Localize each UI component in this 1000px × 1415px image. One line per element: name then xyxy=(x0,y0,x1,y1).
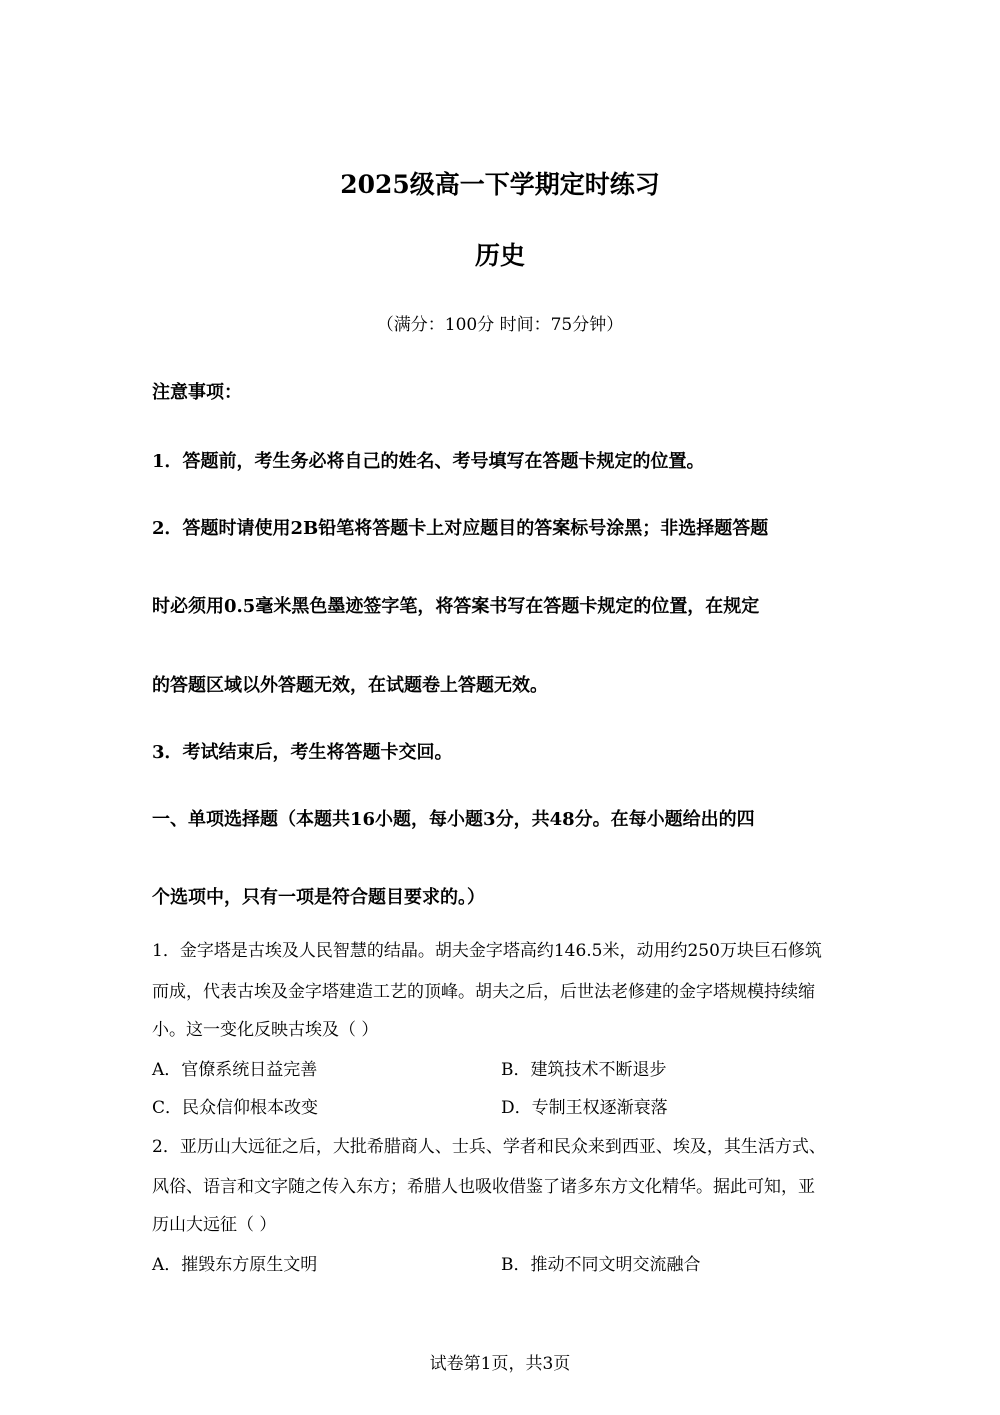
option-a: A．摧毁东方原生文明 xyxy=(152,1255,318,1275)
question-stem-line: 2．亚历山大远征之后，大批希腊商人、士兵、学者和民众来到西亚、埃及，其生活方式、 xyxy=(152,1137,826,1157)
option-d: D．专制王权逐渐衰落 xyxy=(501,1098,668,1118)
exam-meta: （满分：100分 时间：75分钟） xyxy=(376,315,624,335)
notice-item-2-line-2: 时必须用0.5毫米黑色墨迹签字笔，将答案书写在答题卡规定的位置，在规定 xyxy=(152,596,760,617)
option-b: B．推动不同文明交流融合 xyxy=(501,1255,701,1275)
question-stem-line: 历山大远征（ ） xyxy=(152,1215,277,1235)
notice-item-2-line-3: 的答题区域以外答题无效，在试题卷上答题无效。 xyxy=(152,675,548,696)
question-stem-line: 1．金字塔是古埃及人民智慧的结晶。胡夫金字塔高约146.5米，动用约250万块巨石修筑 xyxy=(152,941,822,961)
question-stem-line: 风俗、语言和文字随之传入东方；希腊人也吸收借鉴了诸多东方文化精华。据此可知，亚 xyxy=(152,1177,815,1197)
question-stem-line: 小。这一变化反映古埃及（ ） xyxy=(152,1020,379,1040)
section-heading-line-1: 一、单项选择题（本题共16小题，每小题3分，共48分。在每小题给出的四 xyxy=(152,809,755,830)
option-b: B．建筑技术不断退步 xyxy=(501,1060,667,1080)
notice-item-3: 3．考试结束后，考生将答题卡交回。 xyxy=(152,742,453,763)
option-c: C．民众信仰根本改变 xyxy=(152,1098,319,1118)
exam-subject: 历史 xyxy=(474,241,525,270)
question-stem-line: 而成，代表古埃及金字塔建造工艺的顶峰。胡夫之后，后世法老修建的金字塔规模持续缩 xyxy=(152,982,815,1002)
notice-item-1: 1．答题前，考生务必将自己的姓名、考号填写在答题卡规定的位置。 xyxy=(152,451,705,472)
exam-title: 2025级高一下学期定时练习 xyxy=(340,170,660,199)
notice-heading: 注意事项： xyxy=(152,382,242,403)
section-heading-line-2: 个选项中，只有一项是符合题目要求的。） xyxy=(152,887,485,908)
notice-item-2-line-1: 2．答题时请使用2B铅笔将答题卡上对应题目的答案标号涂黑；非选择题答题 xyxy=(152,518,769,539)
page-footer: 试卷第1页，共3页 xyxy=(429,1354,571,1374)
option-a: A．官僚系统日益完善 xyxy=(152,1060,318,1080)
